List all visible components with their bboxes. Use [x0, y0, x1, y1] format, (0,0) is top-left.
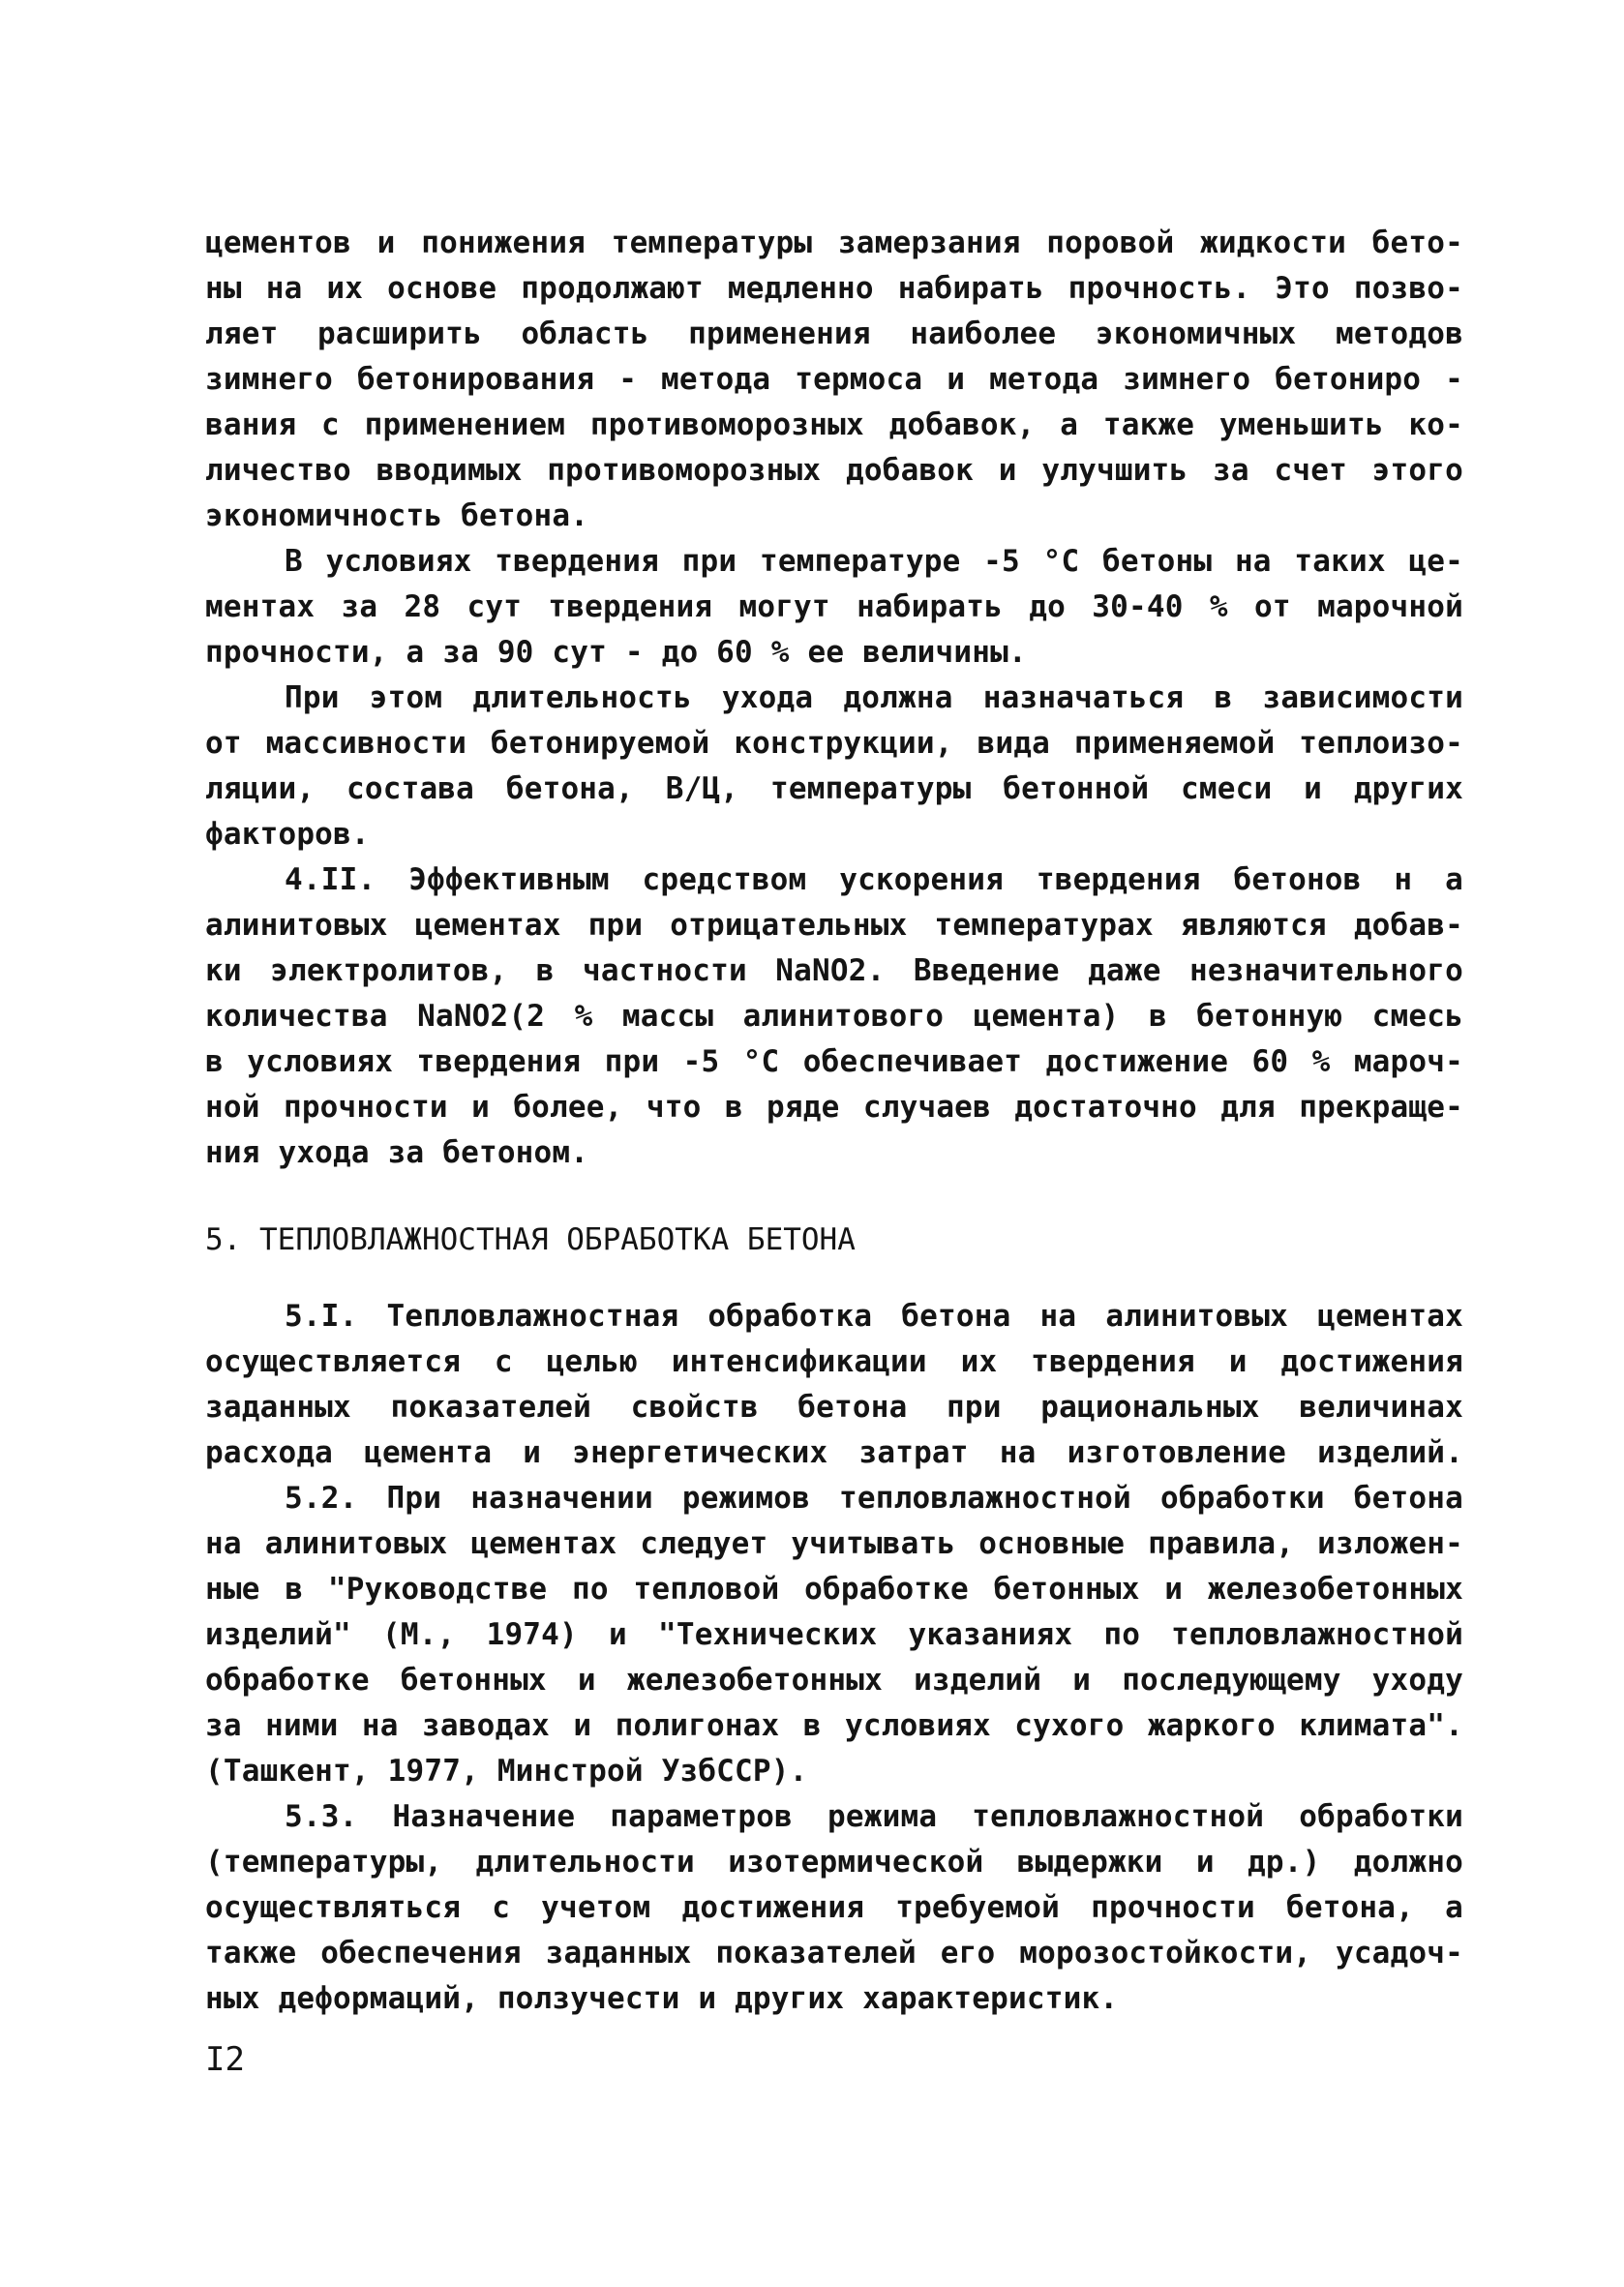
- text-line: цементов и понижения температуры замерзания поровой жидкости бето-: [205, 226, 1463, 260]
- section-heading: 5. ТЕПЛОВЛАЖНОСТНАЯ ОБРАБОТКА БЕТОНА: [205, 1222, 856, 1257]
- text-line: также обеспечения заданных показателей его морозостойкости, усадоч-: [205, 1936, 1463, 1971]
- text-line: 5.I. Тепловлажностная обработка бетона на алинитовых цементах: [285, 1299, 1463, 1334]
- text-line: (температуры, длительности изотермической выдержки и др.) должно: [205, 1845, 1463, 1880]
- text-line: за ними на заводах и полигонах в условиях сухого жаркого климата".: [205, 1708, 1463, 1743]
- text-line: ментах за 28 сут твердения могут набирать до 30-40 % от марочной: [205, 589, 1463, 624]
- text-line: ляет расширить область применения наиболее экономичных методов: [205, 316, 1463, 351]
- text-line: ны на их основе продолжают медленно набирать прочность. Это позво-: [205, 271, 1463, 306]
- paragraph-continuation: [205, 221, 1463, 539]
- text-line: В условиях твердения при температуре -5 °С бетоны на таких це-: [285, 544, 1463, 579]
- text-line: изделий" (М., 1974) и "Технических указаниях по тепловлажностной: [205, 1617, 1463, 1652]
- text-line: прочности, а за 90 сут - до 60 % ее величины.: [205, 635, 1027, 670]
- text-line: 5.3. Назначение параметров режима тепловлажностной обработки: [285, 1799, 1463, 1834]
- text-line: вания с применением противоморозных добавок, а также уменьшить ко-: [205, 407, 1463, 442]
- text-line: в условиях твердения при -5 °С обеспечивает достижение 60 % мароч-: [205, 1044, 1463, 1079]
- text-line: ной прочности и более, что в ряде случаев достаточно для прекраще-: [205, 1090, 1463, 1125]
- paragraph-5-2: [205, 1476, 1463, 1794]
- text-line: факторов.: [205, 817, 370, 852]
- text-line: (Ташкент, 1977, Минстрой УзбССР).: [205, 1754, 808, 1789]
- text-line: При этом длительность ухода должна назначаться в зависимости: [285, 680, 1463, 715]
- text-line: экономичность бетона.: [205, 498, 589, 533]
- paragraph-4-11: [205, 858, 1463, 1176]
- text-line: на алинитовых цементах следует учитывать основные правила, изложен-: [205, 1526, 1463, 1561]
- text-line: осуществляется с целью интенсификации их твердения и достижения: [205, 1344, 1463, 1379]
- text-line: обработке бетонных и железобетонных изделий и последующему уходу: [205, 1663, 1463, 1698]
- text-line: ния ухода за бетоном.: [205, 1135, 589, 1170]
- text-line: количества NaNO2(2 % массы алинитового цемента) в бетонную смесь: [205, 999, 1463, 1034]
- page-number: I2: [205, 2040, 245, 2079]
- text-line: заданных показателей свойств бетона при рациональных величинах: [205, 1390, 1463, 1425]
- paragraph-5-3: [205, 1794, 1463, 2022]
- text-line: ные в "Руководстве по тепловой обработке бетонных и железобетонных: [205, 1572, 1463, 1607]
- text-line: зимнего бетонирования - метода термоса и метода зимнего бетониро -: [205, 362, 1463, 397]
- text-line: личество вводимых противоморозных добавок и улучшить за счет этого: [205, 453, 1463, 488]
- paragraph-5-1: [205, 1294, 1463, 1476]
- text-line: расхода цемента и энергетических затрат на изготовление изделий.: [205, 1435, 1463, 1470]
- paragraph-duration: [205, 676, 1463, 858]
- text-line: ки электролитов, в частности NaNO2. Введение даже незначительного: [205, 953, 1463, 988]
- text-line: алинитовых цементах при отрицательных температурах являются добав-: [205, 908, 1463, 943]
- paragraph-temperature: [205, 539, 1463, 676]
- text-line: ляции, состава бетона, В/Ц, температуры бетонной смеси и других: [205, 771, 1463, 806]
- text-line: осуществляться с учетом достижения требуемой прочности бетона, а: [205, 1890, 1463, 1925]
- text-line: от массивности бетонируемой конструкции, вида применяемой теплоизо-: [205, 726, 1463, 761]
- text-line: 5.2. При назначении режимов тепловлажностной обработки бетона: [285, 1481, 1463, 1516]
- text-line: ных деформаций, ползучести и других характеристик.: [205, 1981, 1119, 2016]
- text-line: 4.II. Эффективным средством ускорения твердения бетонов н а: [285, 862, 1463, 897]
